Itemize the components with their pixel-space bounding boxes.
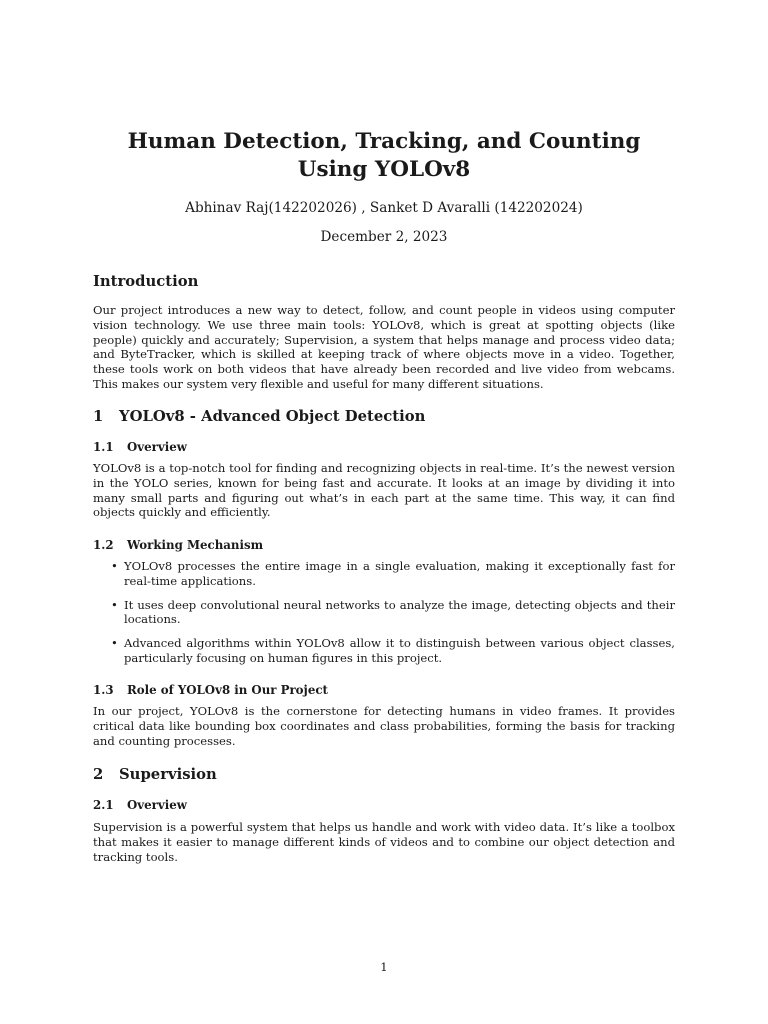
bullet-icon: • bbox=[111, 636, 118, 651]
section-title: Supervision bbox=[119, 766, 217, 783]
subsection-heading-1-2 bbox=[93, 537, 675, 553]
working-mechanism-list bbox=[93, 559, 675, 675]
section-title: Introduction bbox=[93, 273, 199, 290]
subsection-number: 1.2 bbox=[93, 538, 114, 552]
subsection-title: Role of YOLOv8 in Our Project bbox=[127, 683, 328, 697]
list-item bbox=[93, 636, 675, 666]
section-heading-2 bbox=[93, 765, 675, 785]
role-paragraph-1-3: In our project, YOLOv8 is the cornerstone for detecting humans in video frames. It provides critical data like bounding box coordinates and class probabilities, forming the basis for tracking and counting processes. bbox=[93, 704, 675, 748]
paper-authors: Abhinav Raj(142202026) , Sanket D Avaralli (142202024) bbox=[185, 200, 583, 216]
subsection-number: 2.1 bbox=[93, 798, 114, 812]
subsection-heading-1-3 bbox=[93, 682, 675, 698]
paper-title: Human Detection, Tracking, and Counting Using YOLOv8 bbox=[127, 129, 641, 182]
page-number: 1 bbox=[380, 960, 388, 974]
section-title: YOLOv8 - Advanced Object Detection bbox=[119, 408, 426, 425]
bullet-icon: • bbox=[111, 559, 118, 573]
subsection-heading-2-1 bbox=[93, 797, 675, 813]
subsection-heading-1-1 bbox=[93, 439, 675, 455]
list-item-text: YOLOv8 processes the entire image in a single evaluation, making it exceptionally fast for real-time applications. bbox=[124, 559, 675, 588]
subsection-title: Overview bbox=[127, 798, 187, 812]
list-item-text: Advanced algorithms within YOLOv8 allow it to distinguish between various object classes, particularly focusing on human figures in this project. bbox=[124, 636, 675, 665]
section-number: 2 bbox=[93, 766, 104, 783]
overview-paragraph-1-1: YOLOv8 is a top-notch tool for finding and recognizing objects in real-time. It’s the newest version in the YOLO series, known for being fast and accurate. It looks at an image by dividing it into many small parts and figuring out what’s in each part at the same time. This way, it can find objects quickly and efficiently. bbox=[93, 461, 675, 520]
list-item bbox=[93, 559, 675, 589]
introduction-paragraph: Our project introduces a new way to detect, follow, and count people in videos using computer vision technology. We use three main tools: YOLOv8, which is great at spotting objects (like people) quickly and accurately; Supervision, a system that helps manage and process video data; and ByteTracker, which is skilled at keeping track of where objects move in a video. Together, these tools work on both videos that have already been recorded and live video from webcams. This makes our system very flexible and useful for many different situations. bbox=[93, 303, 675, 391]
subsection-number: 1.3 bbox=[93, 683, 114, 697]
list-item bbox=[93, 598, 675, 628]
bullet-icon: • bbox=[111, 597, 118, 612]
list-item-text: It uses deep convolutional neural networks to analyze the image, detecting objects and their locations. bbox=[124, 597, 675, 627]
subsection-title: Working Mechanism bbox=[127, 538, 264, 552]
overview-paragraph-2-1: Supervision is a powerful system that helps us handle and work with video data. It’s like a toolbox that makes it easier to manage different kinds of videos and to combine our object detection and tracking tools. bbox=[93, 820, 675, 864]
section-heading-1 bbox=[93, 407, 675, 427]
paper-date: December 2, 2023 bbox=[320, 229, 448, 245]
subsection-number: 1.1 bbox=[93, 440, 114, 454]
section-number: 1 bbox=[93, 408, 104, 425]
subsection-title: Overview bbox=[127, 440, 187, 454]
section-heading-introduction bbox=[93, 272, 675, 292]
